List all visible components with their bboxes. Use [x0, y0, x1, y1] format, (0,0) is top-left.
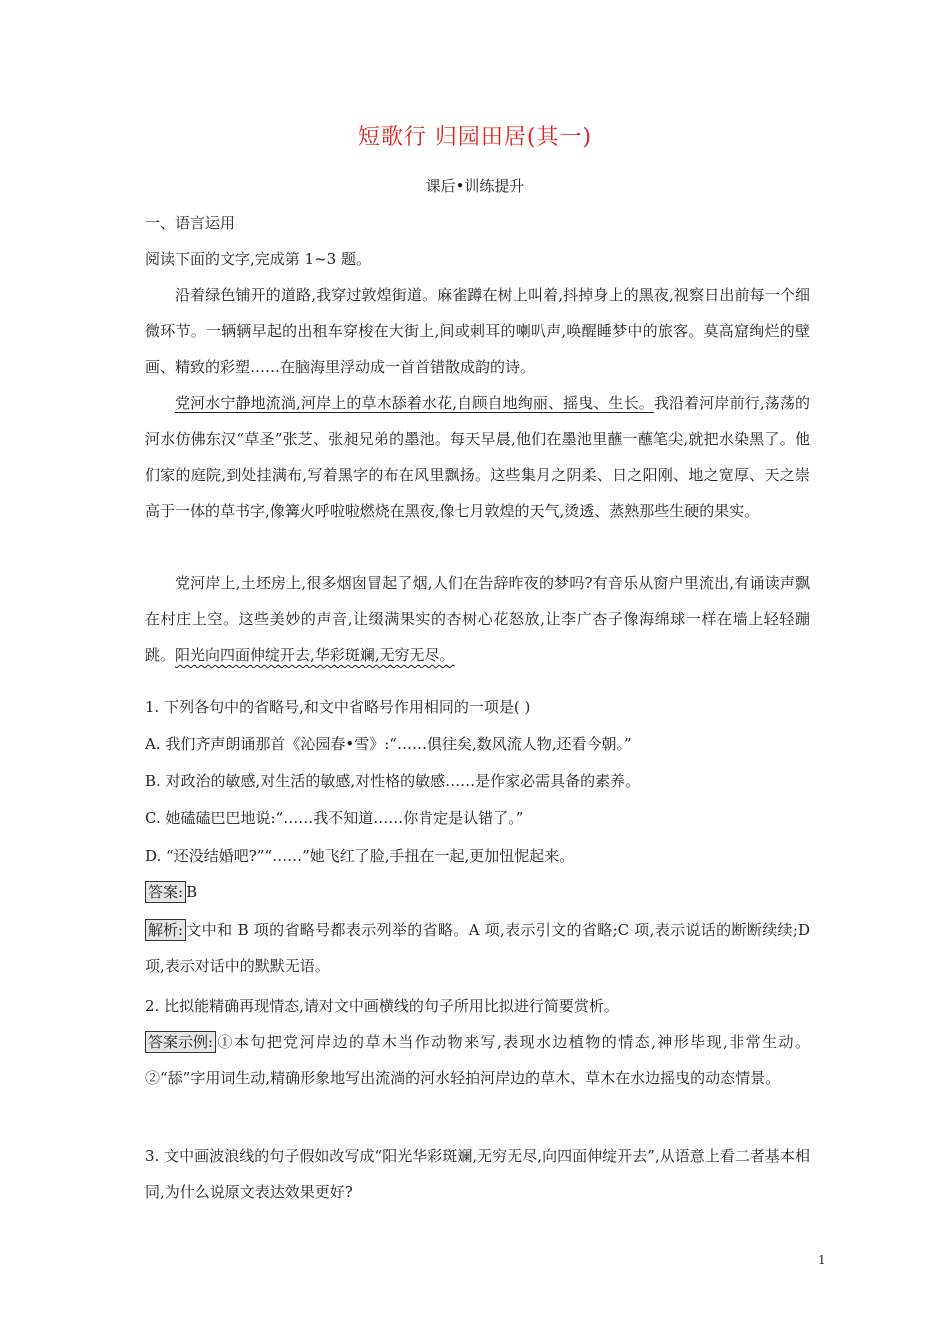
page-number: 1 — [818, 1253, 826, 1267]
analysis-label: 解析: — [145, 919, 186, 941]
passage-paragraph-1 — [145, 277, 810, 385]
underlined-sentence: 党河水宁静地流淌,河岸上的草木舔着水花,自顾自地绚丽、摇曳、生长。 — [175, 394, 654, 412]
analysis-text: 文中和 B 项的省略号都表示列举的省略。A 项,表示引文的省略;C 项,表示说话的断断续续;D 项,表示对话中的默默无语。 — [145, 921, 810, 975]
question-1-stem: 1. 下列各句中的省略号,和文中省略号作用相同的一项是( ) — [145, 698, 531, 716]
option-a: A. 我们齐声朗诵那首《沁园春•雪》:“……俱往矣,数风流人物,还看今朝。” — [145, 735, 632, 753]
question-3-stem — [145, 1138, 810, 1210]
option-b: B. 对政治的敏感,对生活的敏感,对性格的敏感……是作家必需具备的素养。 — [145, 772, 641, 790]
example-answer-label: 答案示例: — [145, 1031, 216, 1053]
question-3-text: 3. 文中画波浪线的句子假如改写成“阳光华彩斑斓,无穷无尽,向四面伸绽开去”,从语意上看二者基本相同,为什么说原文表达效果更好? — [145, 1147, 810, 1201]
passage-paragraph-2 — [145, 385, 810, 529]
passage-paragraph-3 — [145, 565, 810, 673]
document-subtitle: 课后•训练提升 — [425, 177, 525, 195]
question-2-stem: 2. 比拟能精确再现情态,请对文中画横线的句子所用比拟进行简要赏析。 — [145, 997, 619, 1015]
wavy-underlined-sentence: 阳光向四面伸绽开去,华彩斑斓,无穷无尽。 — [175, 646, 455, 664]
answer-value: B — [186, 883, 198, 901]
section-heading: 一、语言运用 — [145, 214, 236, 232]
example-answer-block — [145, 1024, 810, 1096]
passage-text: 沿着绿色铺开的道路,我穿过敦煌街道。麻雀蹲在树上叫着,抖掉身上的黑夜,视察日出前每一个细微环节。一辆辆早起的出租车穿梭在大街上,间或刺耳的喇叭声,唤醒睡梦中的旅客。莫高窟绚烂的壁画、精致的彩塑……在脑海里浮动成一首首错散成韵的诗。 — [145, 286, 810, 376]
reading-instruction: 阅读下面的文字,完成第 1~3 题。 — [145, 250, 371, 268]
passage-text: 我沿着河岸前行,荡荡的河水仿佛东汉“草圣”张芝、张昶兄弟的墨池。每天早晨,他们在墨池里蘸一蘸笔尖,就把水染黑了。他们家的庭院,到处挂满布,写着黑字的布在风里飘扬。这些集月之阴柔、日之阳刚、地之宽厚、天之崇高于一体的草书字,像篝火呼啦啦燃烧在黑夜,像七月敦煌的天气,烫透、蒸熟那些生硬的果实。 — [145, 394, 810, 520]
analysis-block — [145, 912, 810, 984]
answer-label: 答案: — [145, 881, 186, 903]
option-d: D. “还没结婚吧?”“……”她飞红了脸,手扭在一起,更加忸怩起来。 — [145, 847, 575, 865]
passage-text: 党河岸上,土坯房上,很多烟囱冒起了烟,人们在告辞昨夜的梦吗?有音乐从窗户里流出,有诵读声飘在村庄上空。这些美妙的声音,让缀满果实的杏树心花怒放,让李广杏子像海绵球一样在墙上轻轻蹦跳。 — [145, 574, 810, 664]
example-answer-text: ①本句把党河岸边的草木当作动物来写,表现水边植物的情态,神形毕现,非常生动。②“舔”字用词生动,精确形象地写出流淌的河水轻拍河岸边的草木、草木在水边摇曳的动态情景。 — [145, 1033, 810, 1087]
answer-row — [145, 881, 810, 903]
document-title: 短歌行 归园田居(其一) — [357, 125, 593, 150]
option-c: C. 她磕磕巴巴地说:“……我不知道……你肯定是认错了。” — [145, 809, 524, 827]
